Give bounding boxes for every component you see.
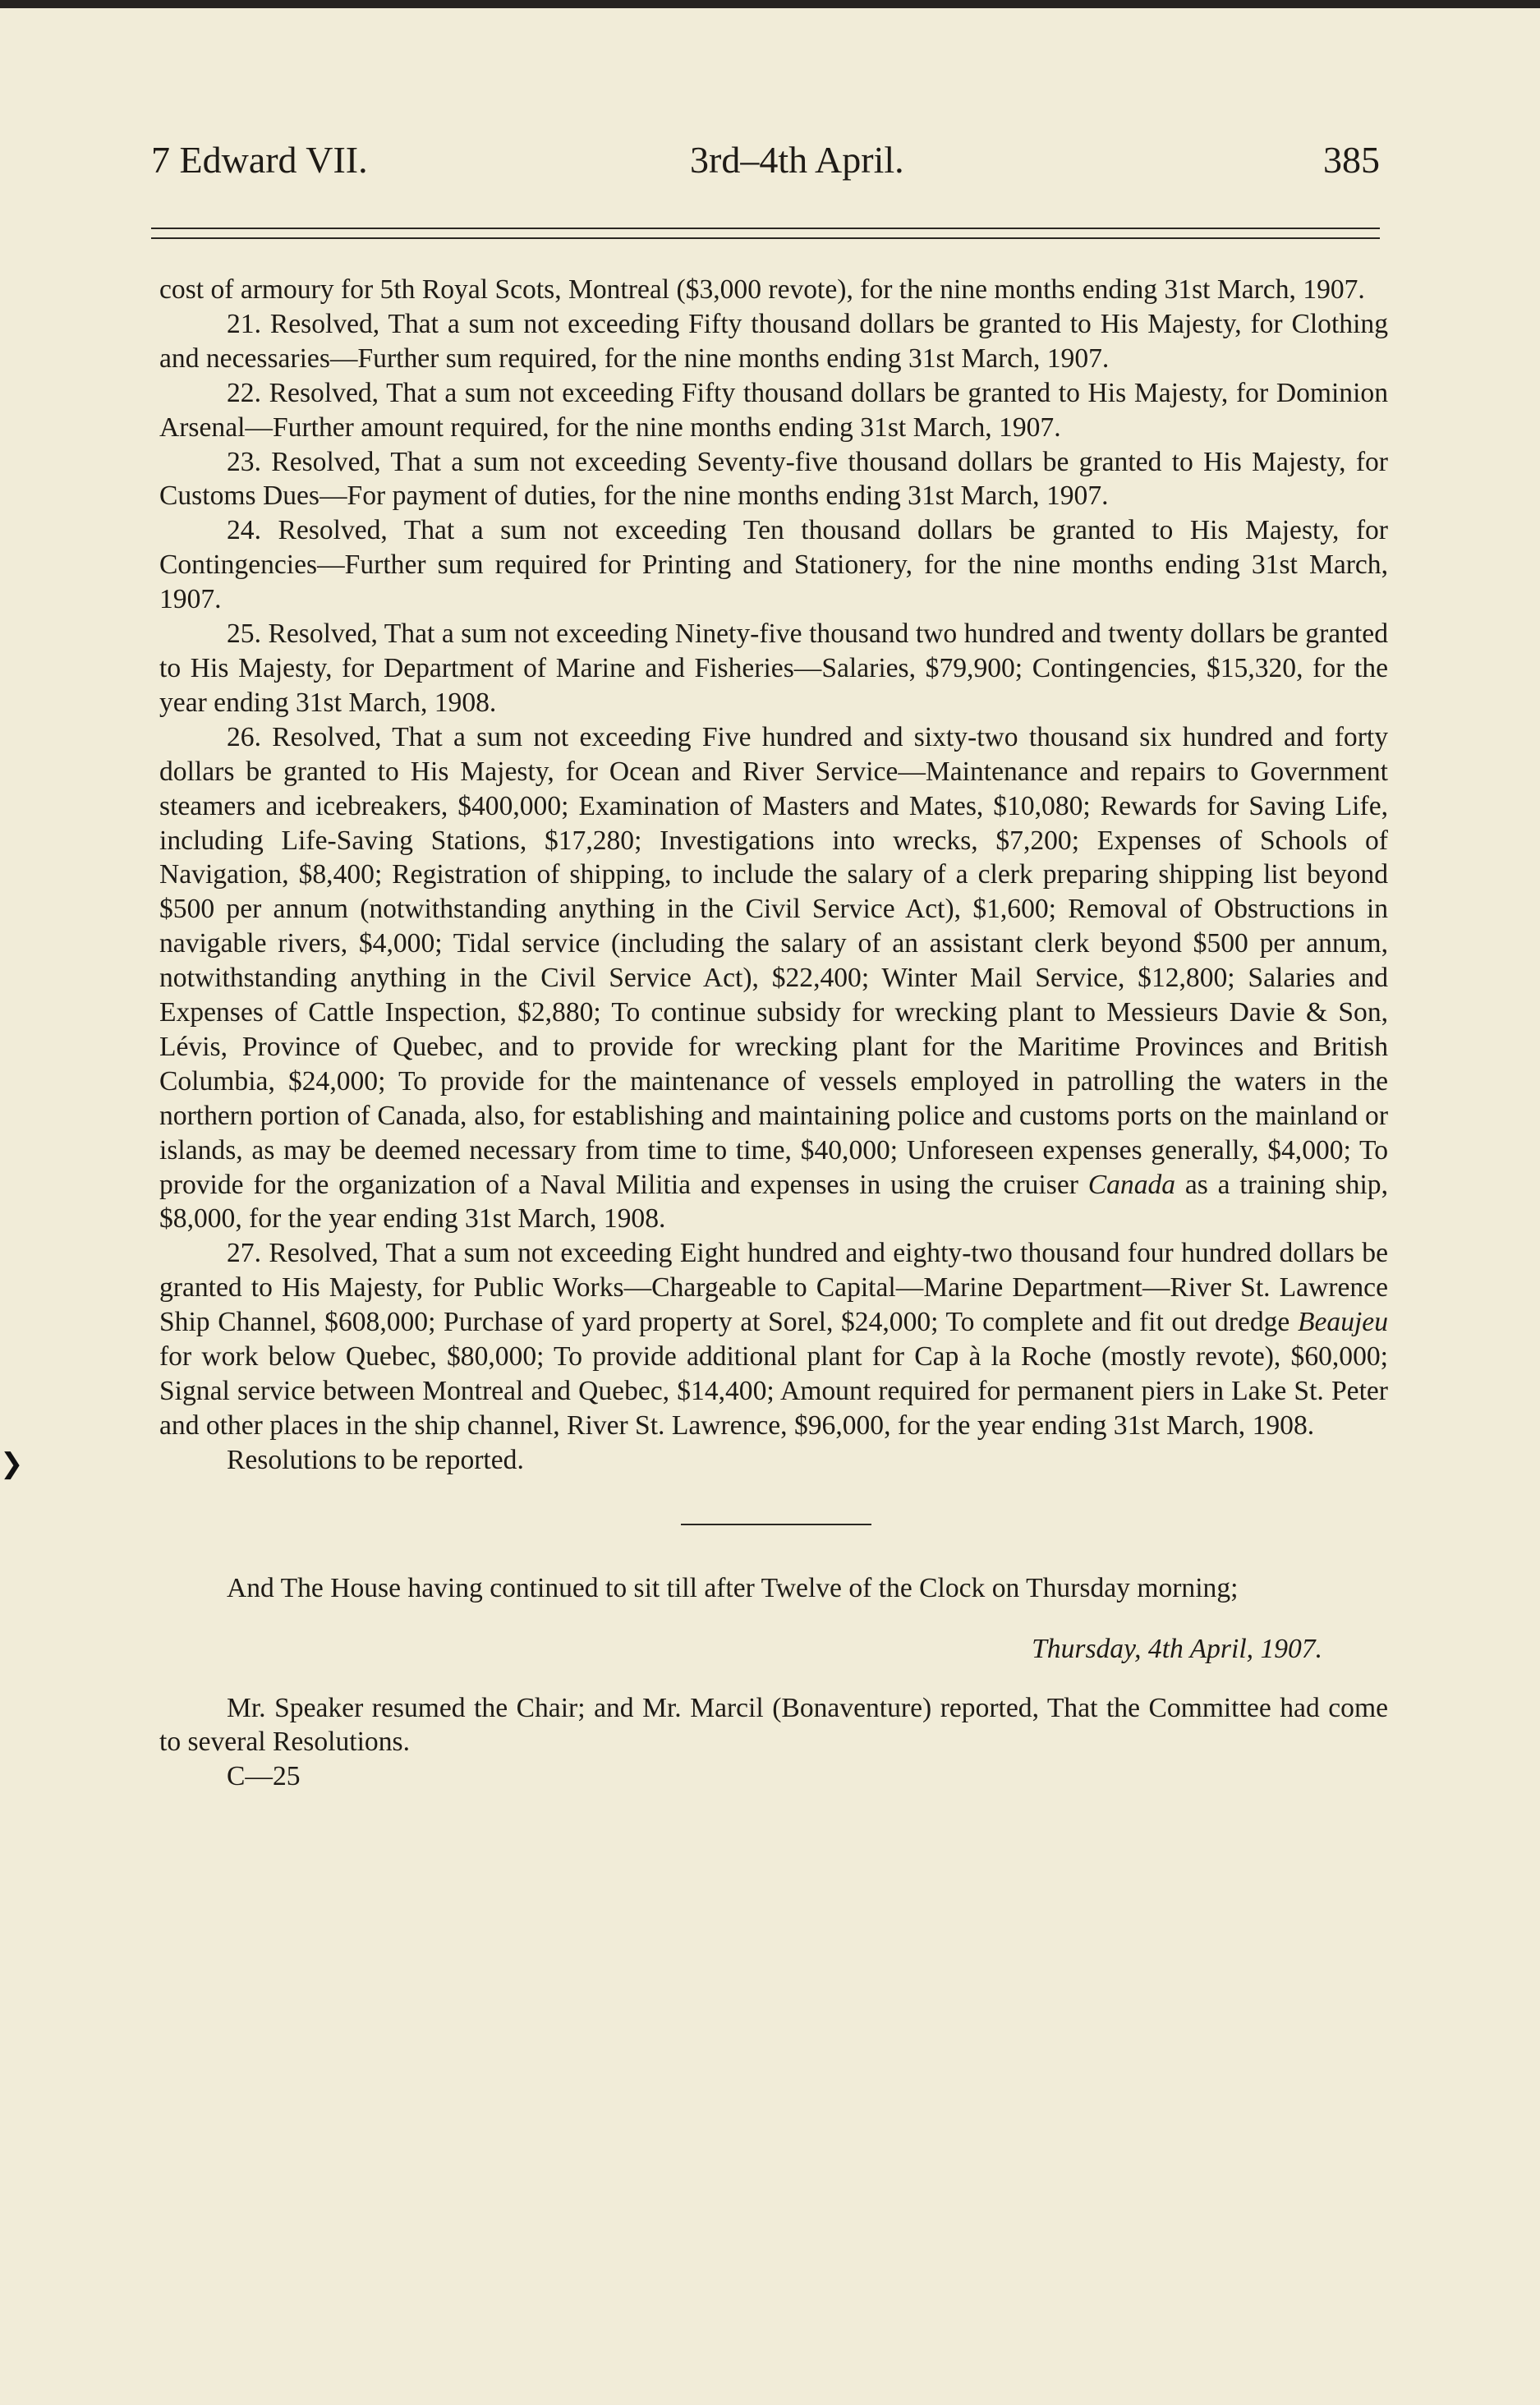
resolution-27-text-end: for work below Quebec, $80,000; To provide additional plant for Cap à la Roche (mostly revote), $60,000; Signal service between Montreal and Quebec, $14,400; Amount required for permanent piers in Lake St. Peter and other places in the ship channel, River St. Lawrence, $96,000, for the year ending 31st March, 1908. xyxy=(159,1341,1388,1441)
ship-name-canada: Canada xyxy=(1087,1169,1176,1200)
resolution-24: 24. Resolved, That a sum not exceeding Ten thousand dollars be granted to His Majesty, for Contingencies—Further sum required for Printing and Stationery, for the nine months ending 31st March, 1907. xyxy=(159,515,1388,615)
resolution-26 xyxy=(159,720,1388,1237)
resolution-25: 25. Resolved, That a sum not exceeding Ninety-five thousand two hundred and twenty dollars be granted to His Majesty, for Department of Marine and Fisheries—Salaries, $79,900; Contingencies, $15,320, for the year ending 31st March, 1908. xyxy=(159,618,1388,718)
running-head-date: 3rd–4th April. xyxy=(690,139,904,181)
signature-mark: C—25 xyxy=(227,1761,301,1792)
resolutions-reported: Resolutions to be reported. xyxy=(227,1444,524,1475)
scan-edge xyxy=(0,0,1540,8)
dredge-name-beaujeu: Beaujeu xyxy=(1297,1307,1388,1338)
header-rule-lower xyxy=(151,237,1380,239)
resolution-26-text-end: as a training ship, $8,000, for the year ending 31st March, 1908. xyxy=(159,1169,1388,1235)
page-header xyxy=(151,138,1380,195)
speaker-resumed-note: Mr. Speaker resumed the Chair; and Mr. Marcil (Bonaventure) reported, That the Committee had come to several Resolutions. xyxy=(159,1692,1388,1758)
page-number: 385 xyxy=(1323,139,1380,181)
resolution-27 xyxy=(159,1236,1388,1442)
resolution-23: 23. Resolved, That a sum not exceeding Seventy-five thousand dollars be granted to His Majesty, for Customs Dues—For payment of duties, for the nine months ending 31st March, 1907. xyxy=(159,446,1388,512)
resolution-21: 21. Resolved, That a sum not exceeding Fifty thousand dollars be granted to His Majesty, for Clothing and necessaries—Further sum required, for the nine months ending 31st March, 1907. xyxy=(159,308,1388,374)
margin-tick-mark: ❯ xyxy=(0,1449,24,1479)
header-rule xyxy=(151,228,1380,229)
house-sitting-note: And The House having continued to sit till after Twelve of the Clock on Thursday morning; xyxy=(227,1572,1239,1603)
page-body xyxy=(159,273,1388,1794)
paragraph-continuation: cost of armoury for 5th Royal Scots, Montreal ($3,000 revote), for the nine months ending 31st March, 1907. xyxy=(159,274,1365,305)
running-head-reign: 7 Edward VII. xyxy=(151,139,368,181)
resolution-26-text: 26. Resolved, That a sum not exceeding Five hundred and sixty-two thousand six hundred and forty dollars be granted to His Majesty, for Ocean and River Service—Maintenance and repairs to Government steamers and icebreakers, $400,000; Examination of Masters and Mates, $10,080; Rewards for Saving Life, including Life-Saving Stations, $17,280; Investigations into wrecks, $7,200; Expenses of Schools of Navigation, $8,400; Registration of shipping, to include the salary of a clerk preparing shipping list beyond $500 per annum (notwithstanding anything in the Civil Service Act), $1,600; Removal of Obstructions in navigable rivers, $4,000; Tidal service (including the salary of an assistant clerk beyond $500 per annum, notwithstanding anything in the Civil Service Act), $22,400; Winter Mail Service, $12,800; Salaries and Expenses of Cattle Inspection, $2,880; To continue subsidy for wrecking plant to Messieurs Davie & Son, Lévis, Province of Quebec, and to provide for wrecking plant for the Maritime Provinces and British Columbia, $24,000; To provide for the maintenance of vessels employed in patrolling the waters in the northern portion of Canada, also, for establishing and maintaining police and customs ports on the mainland or islands, as may be deemed necessary from time to time, $40,000; Unforeseen expenses generally, $4,000; To provide for the organization of a Naval Militia and expenses in using the cruiser xyxy=(159,721,1388,1200)
resolution-22: 22. Resolved, That a sum not exceeding Fifty thousand dollars be granted to His Majesty, for Dominion Arsenal—Further amount required, for the nine months ending 31st March, 1907. xyxy=(159,377,1388,443)
resolution-27-text: 27. Resolved, That a sum not exceeding Eight hundred and eighty-two thousand four hundred dollars be granted to His Majesty, for Public Works—Chargeable to Capital—Marine Department—River St. Lawrence Ship Channel, $608,000; Purchase of yard property at Sorel, $24,000; To complete and fit out dredge xyxy=(159,1238,1388,1338)
date-line: Thursday, 4th April, 1907. xyxy=(1032,1633,1322,1664)
